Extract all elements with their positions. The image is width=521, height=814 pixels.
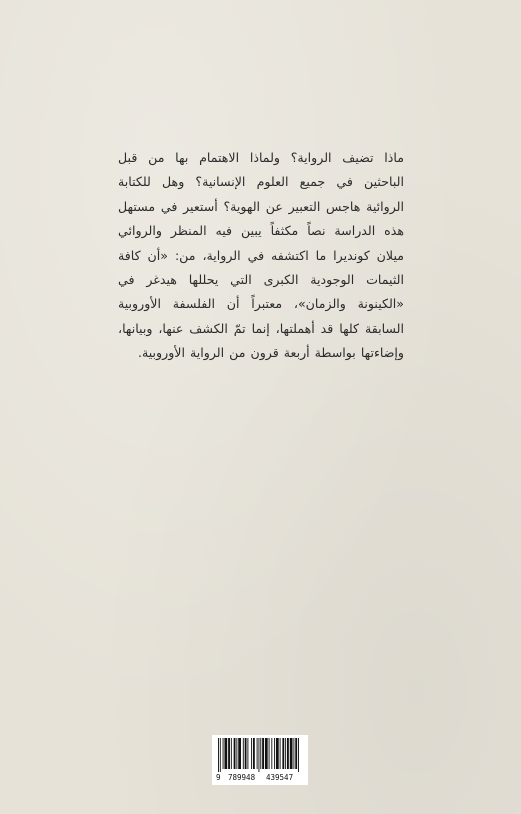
barcode-bar: [243, 738, 244, 769]
barcode-bar: [253, 738, 255, 769]
isbn-barcode: [212, 735, 308, 785]
isbn-digit-first: 9: [216, 773, 221, 782]
barcode-bar: [220, 738, 221, 772]
barcode-bar: [236, 738, 237, 769]
isbn-group-right: 439547: [266, 773, 294, 782]
barcode-bar: [269, 738, 270, 769]
barcode-bar: [285, 738, 286, 769]
barcode-bar: [295, 738, 297, 769]
barcode-bar: [257, 738, 258, 769]
barcode-bar: [262, 738, 264, 769]
barcode-bar: [224, 738, 227, 769]
barcode-bar: [271, 738, 272, 769]
isbn-digits: [216, 773, 304, 783]
barcode-bar: [290, 738, 293, 769]
barcode-bar: [265, 738, 268, 769]
barcode-bar: [223, 738, 224, 769]
barcode-bar: [218, 738, 219, 772]
barcode-bar: [231, 738, 232, 769]
barcode-bar: [251, 738, 252, 769]
barcode-bar: [282, 738, 284, 769]
barcode-bar: [245, 738, 247, 769]
back-cover-blurb: [118, 146, 404, 366]
barcode-bar: [276, 738, 279, 769]
isbn-group-left: 789948: [228, 773, 256, 782]
barcode-bar: [274, 738, 275, 769]
barcode-bar: [298, 738, 299, 772]
barcode-bars: [218, 738, 302, 772]
barcode-bar: [258, 738, 259, 772]
barcode-bar: [287, 738, 289, 769]
barcode-bar: [280, 738, 281, 769]
barcode-bar: [238, 738, 241, 769]
barcode-bar: [293, 738, 294, 769]
barcode-bar: [260, 738, 261, 769]
barcode-bar: [247, 738, 248, 769]
barcode-bar: [234, 738, 236, 769]
blurb-paragraph: ماذا تضيف الرواية؟ ولماذا الاهتمام بها من قبل الباحثين في جميع العلوم الإنسانية؟ وهل للكتابة الروائية هاجس التعبير عن الهوية؟ أستعير في مستهل هذه الدراسة نصاً مكثفاً يبين فيه المنظر والروائي ميلان كونديرا ما اكتشفه في الرواية، من: «أن كافة الثيمات الوجودية الكبرى التي يحللها هيدغر في «الكينونة والزمان»، معتبراً أن الفلسفة الأوروبية السابقة كلها قد أهملتها، إنما تمّ الكشف عنها، وبيانها، وإضاءتها بواسطة أربعة قرون من الرواية الأوروبية.: [118, 150, 404, 361]
barcode-bar: [228, 738, 230, 769]
